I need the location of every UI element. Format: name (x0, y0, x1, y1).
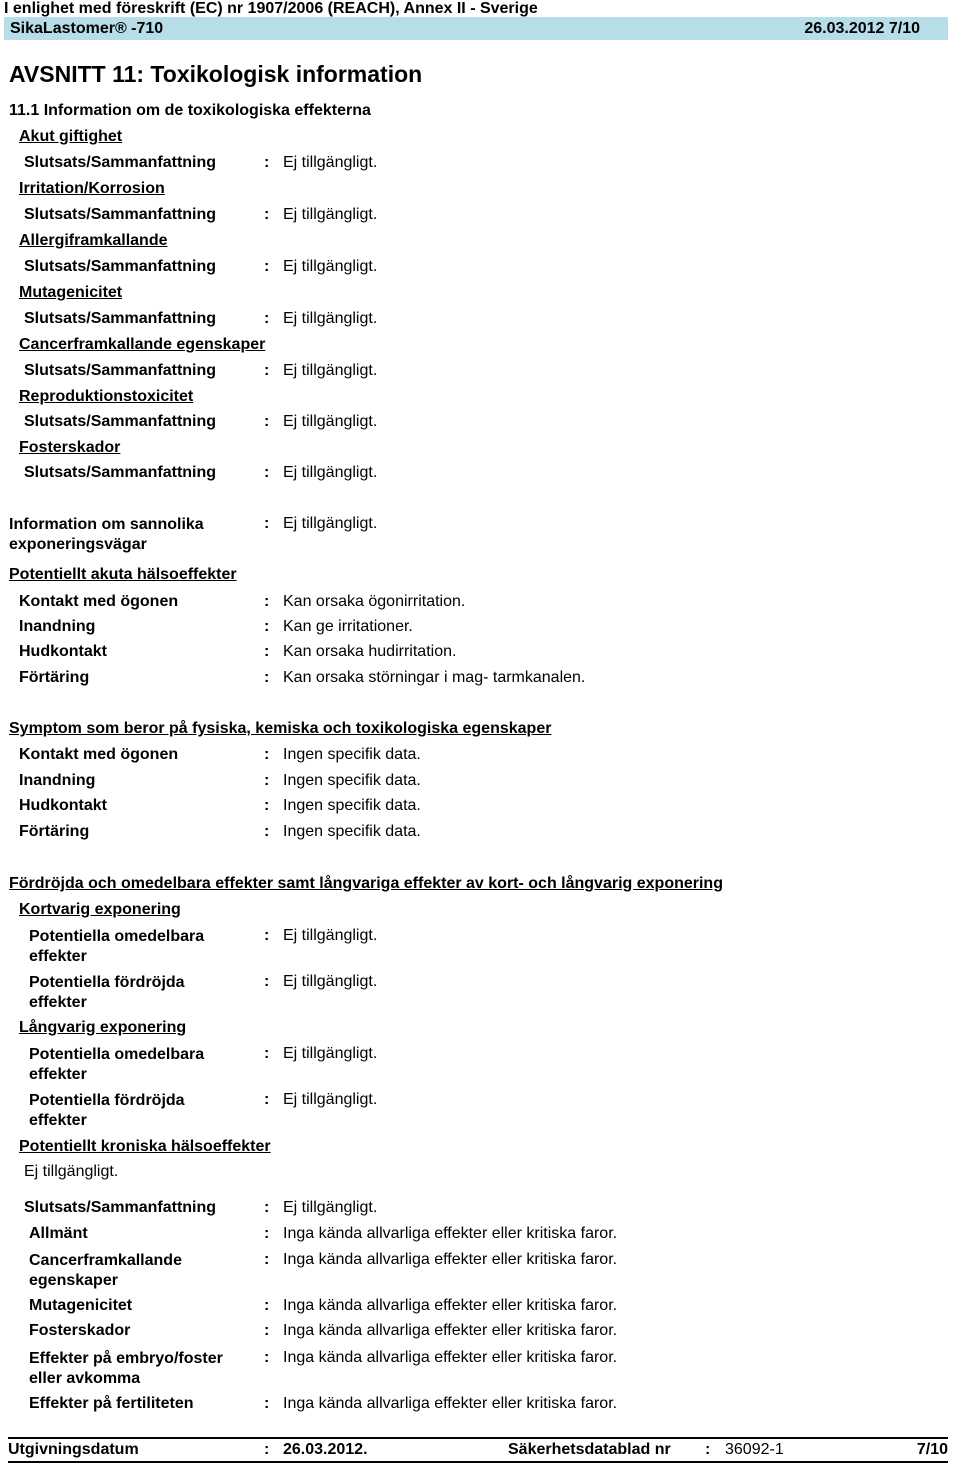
row-value: Kan orsaka störningar i mag- tarmkanalen. (283, 669, 586, 686)
summary-value: Ej tillgängligt. (283, 154, 378, 171)
colon: : (264, 310, 270, 327)
colon: : (264, 618, 270, 635)
embryo-label: Effekter på embryo/foster eller avkomma (29, 1350, 223, 1387)
immediate-effects-label: Potentiella omedelbara effekter (29, 928, 205, 965)
colon: : (264, 362, 270, 379)
symptoms-heading: Symptom som beror på fysiska, kemiska och toxikologiska egenskaper (9, 720, 552, 737)
row-value: Kan orsaka hudirritation. (283, 643, 457, 660)
row-value: Ingen specifik data. (283, 772, 421, 789)
document-header (4, 0, 948, 40)
colon: : (264, 927, 270, 944)
sds-label: Säkerhetsdatablad nr (508, 1441, 671, 1458)
group-heading: Mutagenicitet (19, 284, 123, 301)
delayed-heading: Fördröjda och omedelbara effekter samt långvariga effekter av kort- och långvarig exponering (9, 875, 723, 892)
chronic-text: Ej tillgängligt. (24, 1163, 119, 1180)
summary-value: Ej tillgängligt. (283, 362, 378, 379)
row-value: Ingen specifik data. (283, 746, 421, 763)
colon: : (264, 258, 270, 275)
page-number: 7/10 (916, 1441, 948, 1458)
colon: : (264, 746, 270, 763)
group-heading: Fosterskador (19, 439, 121, 456)
row-label: Hudkontakt (19, 797, 107, 814)
exposure-routes-label: Information om sannolika exponeringsvägar (9, 516, 204, 553)
colon: : (264, 1091, 270, 1108)
summary-value: Ej tillgängligt. (283, 206, 378, 223)
colon: : (264, 973, 270, 990)
fetal-label: Fosterskador (29, 1322, 131, 1339)
product-bar (4, 17, 948, 40)
colon: : (264, 1225, 270, 1242)
row-label: Förtäring (19, 669, 90, 686)
row-value: Ej tillgängligt. (283, 1045, 378, 1062)
row-value: Ej tillgängligt. (283, 973, 378, 990)
colon: : (264, 413, 270, 430)
colon: : (264, 797, 270, 814)
section-subtitle: 11.1 Information om de toxikologiska effekterna (9, 102, 371, 119)
general-label: Allmänt (29, 1225, 88, 1242)
colon: : (264, 515, 270, 532)
row-value: Inga kända allvarliga effekter eller kritiska faror. (283, 1349, 618, 1366)
row-label: Förtäring (19, 823, 90, 840)
row-value: Inga kända allvarliga effekter eller kritiska faror. (283, 1251, 618, 1268)
carcinogenic-label: Cancerframkallande egenskaper (29, 1252, 182, 1289)
long-term-heading: Långvarig exponering (19, 1019, 187, 1036)
group-heading: Cancerframkallande egenskaper (19, 336, 266, 353)
row-value: Inga kända allvarliga effekter eller kritiska faror. (283, 1395, 618, 1412)
summary-label: Slutsats/Sammanfattning (24, 464, 217, 481)
date-page: 26.03.2012 7/10 (804, 20, 920, 37)
row-label: Kontakt med ögonen (19, 746, 179, 763)
issue-date-label: Utgivningsdatum (8, 1441, 139, 1458)
colon: : (264, 593, 270, 610)
colon: : (264, 772, 270, 789)
colon: : (264, 1045, 270, 1062)
row-value: Kan orsaka ögonirritation. (283, 593, 466, 610)
colon: : (264, 823, 270, 840)
row-label: Hudkontakt (19, 643, 107, 660)
mutagenicity-label: Mutagenicitet (29, 1297, 133, 1314)
group-heading: Akut giftighet (19, 128, 123, 145)
row-value: Inga kända allvarliga effekter eller kritiska faror. (283, 1297, 618, 1314)
document-footer (8, 1437, 948, 1463)
colon: : (264, 1297, 270, 1314)
colon: : (264, 1199, 270, 1216)
colon: : (264, 669, 270, 686)
issue-date: 26.03.2012. (283, 1441, 368, 1458)
summary-label: Slutsats/Sammanfattning (24, 362, 217, 379)
summary-value: Ej tillgängligt. (283, 310, 378, 327)
group-heading: Allergiframkallande (19, 232, 168, 249)
immediate-effects-label: Potentiella omedelbara effekter (29, 1046, 205, 1083)
colon: : (264, 154, 270, 171)
delayed-effects-label: Potentiella fördröjda effekter (29, 974, 185, 1011)
summary-label: Slutsats/Sammanfattning (24, 258, 217, 275)
group-heading: Reproduktionstoxicitet (19, 388, 194, 405)
group-heading: Irritation/Korrosion (19, 180, 165, 197)
regulation-line: I enlighet med föreskrift (EC) nr 1907/2006 (REACH), Annex II - Sverige (4, 0, 538, 17)
summary-value: Ej tillgängligt. (283, 258, 378, 275)
colon: : (264, 1441, 270, 1458)
colon: : (264, 206, 270, 223)
row-value: Ej tillgängligt. (283, 1091, 378, 1108)
row-value: Inga kända allvarliga effekter eller kritiska faror. (283, 1225, 618, 1242)
row-label: Inandning (19, 772, 96, 789)
row-value: Ej tillgängligt. (283, 927, 378, 944)
summary-label: Slutsats/Sammanfattning (24, 1199, 217, 1216)
colon: : (264, 1322, 270, 1339)
colon: : (705, 1441, 711, 1458)
section-title: AVSNITT 11: Toxikologisk information (9, 61, 423, 87)
sds-number: 36092-1 (725, 1441, 784, 1458)
exposure-routes-value: Ej tillgängligt. (283, 515, 378, 532)
colon: : (264, 1251, 270, 1268)
row-value: Ingen specifik data. (283, 797, 421, 814)
acute-health-heading: Potentiellt akuta hälsoeffekter (9, 566, 237, 583)
summary-value: Ej tillgängligt. (283, 464, 378, 481)
chronic-heading: Potentiellt kroniska hälsoeffekter (19, 1138, 271, 1155)
summary-label: Slutsats/Sammanfattning (24, 413, 217, 430)
colon: : (264, 464, 270, 481)
summary-value: Ej tillgängligt. (283, 413, 378, 430)
delayed-effects-label: Potentiella fördröjda effekter (29, 1092, 185, 1129)
colon: : (264, 643, 270, 660)
row-label: Kontakt med ögonen (19, 593, 179, 610)
summary-label: Slutsats/Sammanfattning (24, 206, 217, 223)
summary-label: Slutsats/Sammanfattning (24, 310, 217, 327)
colon: : (264, 1349, 270, 1366)
row-value: Inga kända allvarliga effekter eller kritiska faror. (283, 1322, 618, 1339)
fertility-label: Effekter på fertiliteten (29, 1395, 194, 1412)
summary-label: Slutsats/Sammanfattning (24, 154, 217, 171)
row-label: Inandning (19, 618, 96, 635)
product-name: SikaLastomer® -710 (10, 20, 164, 37)
row-value: Ingen specifik data. (283, 823, 421, 840)
short-term-heading: Kortvarig exponering (19, 901, 181, 918)
colon: : (264, 1395, 270, 1412)
summary-value: Ej tillgängligt. (283, 1199, 378, 1216)
row-value: Kan ge irritationer. (283, 618, 413, 635)
